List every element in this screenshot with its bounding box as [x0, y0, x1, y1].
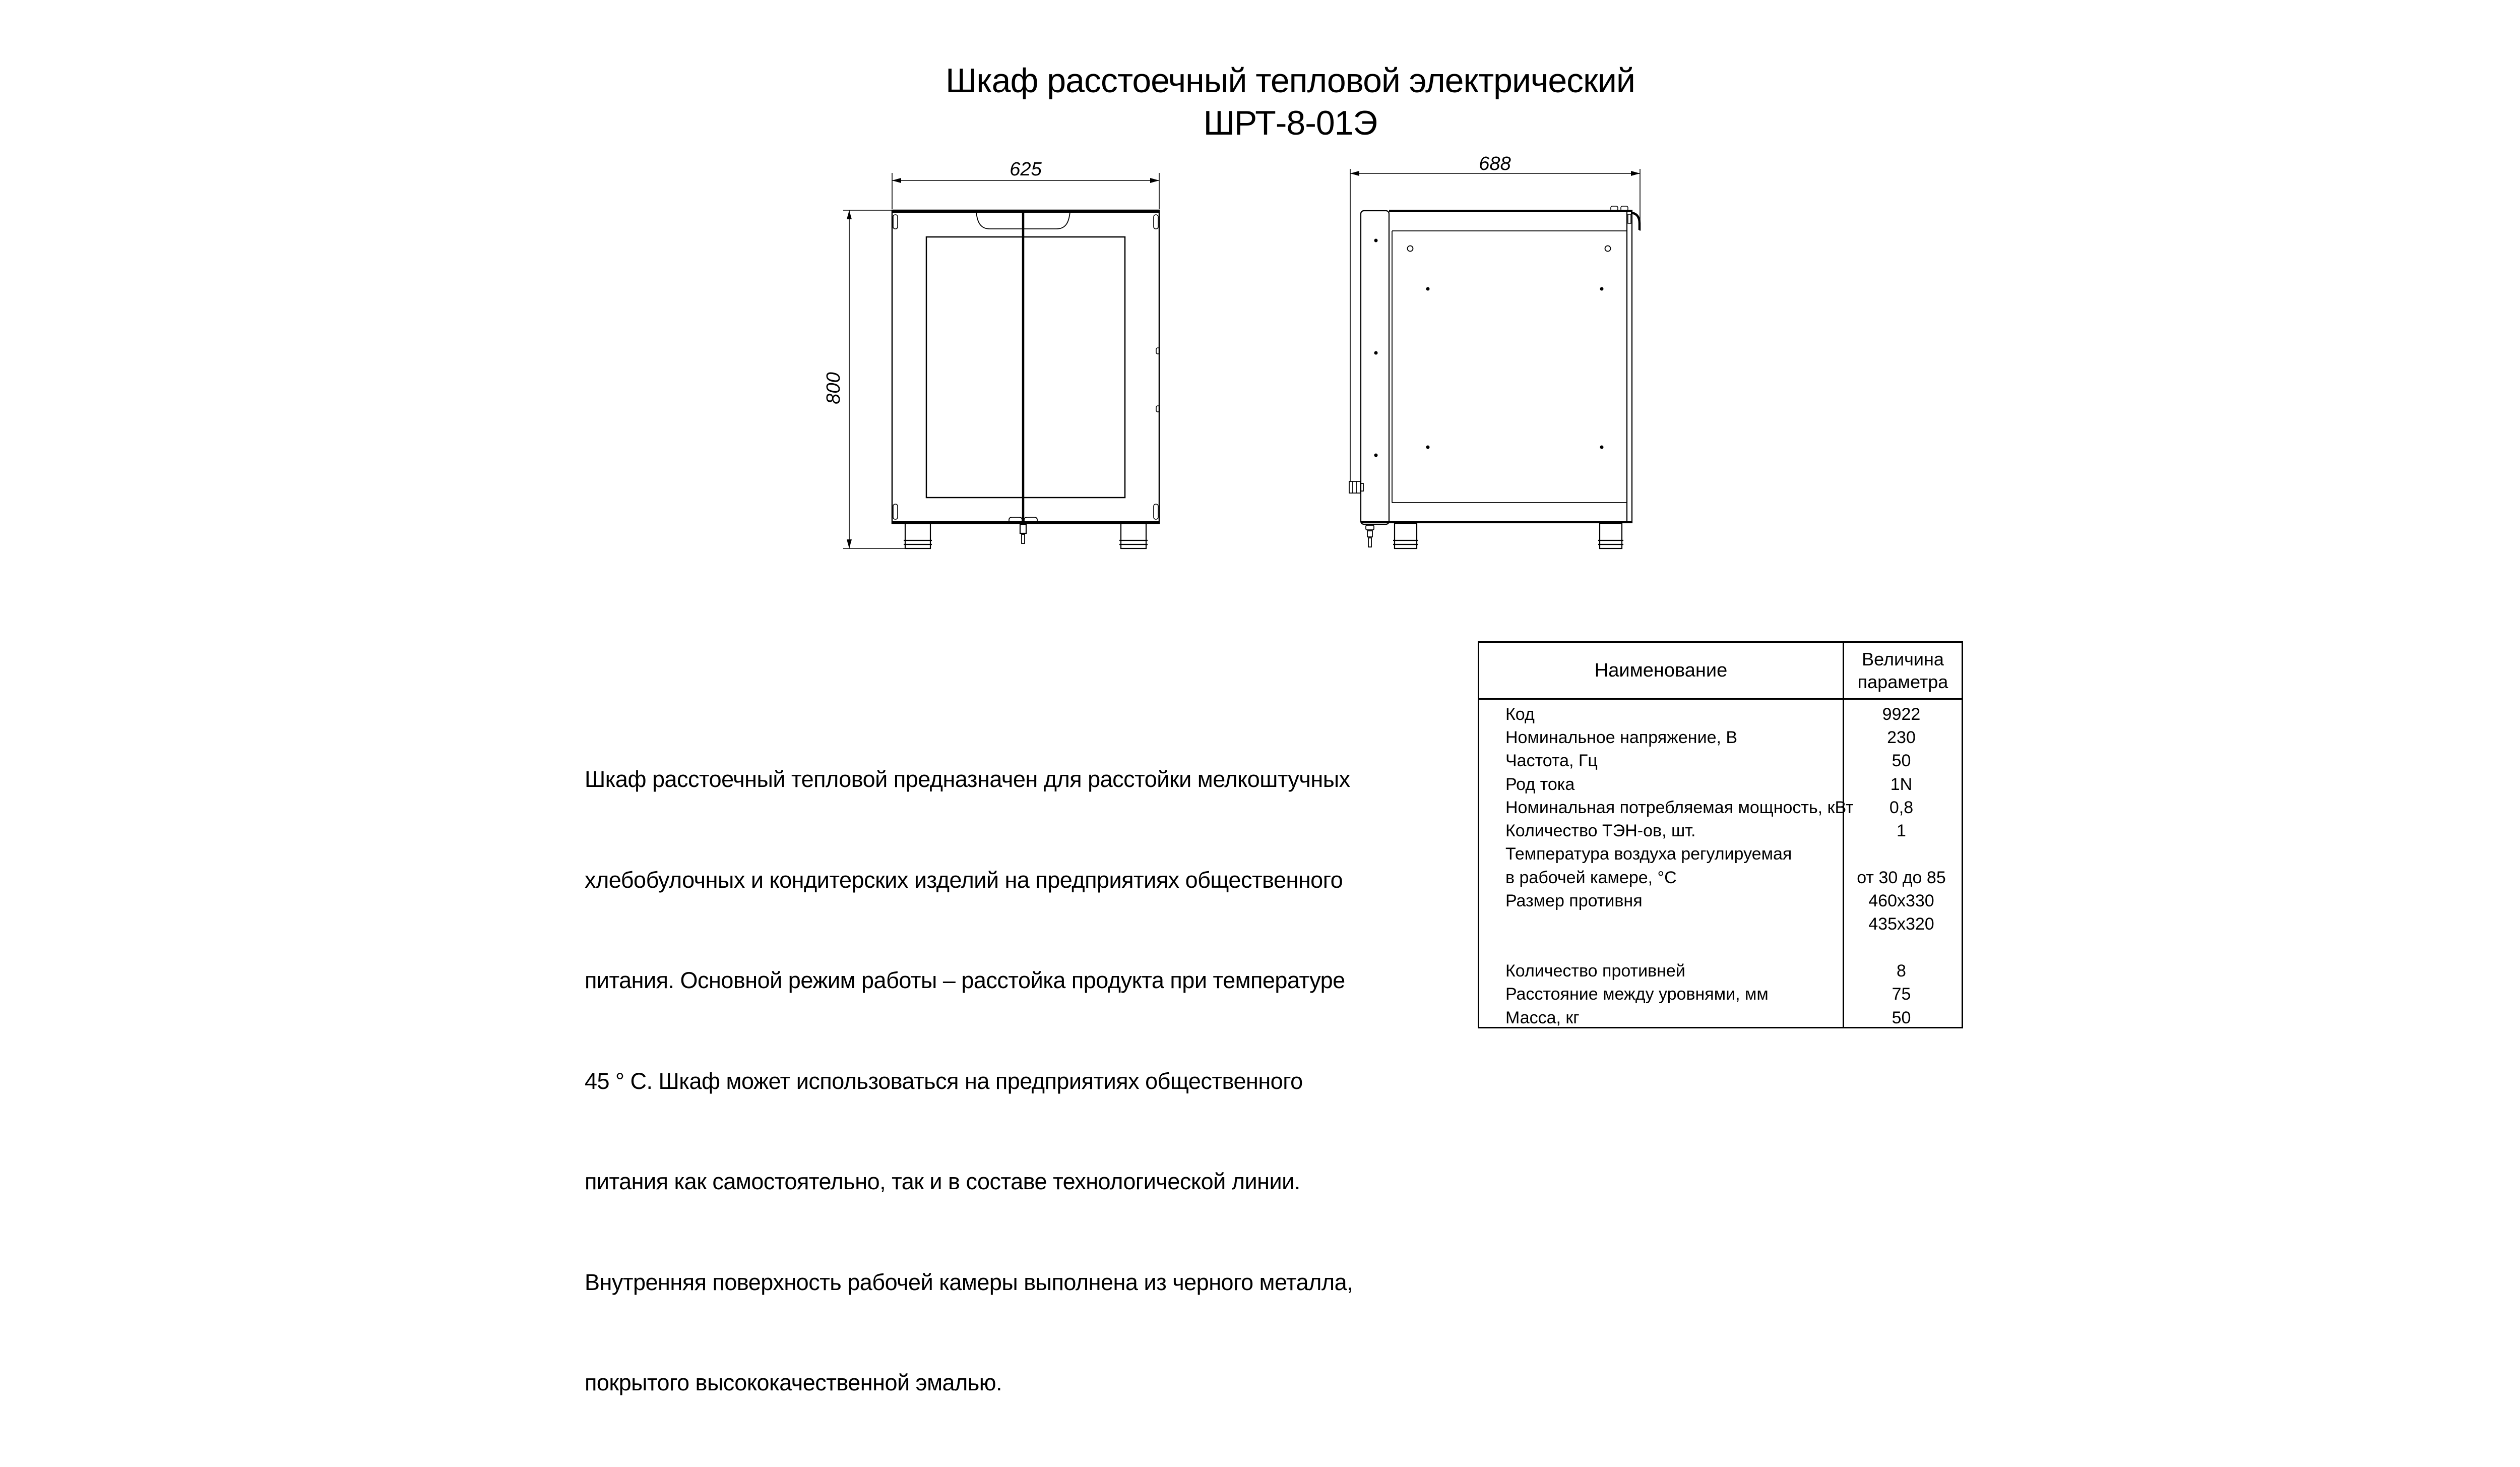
spec-table-header	[1479, 643, 1962, 698]
description-line: 45 ° С. Шкаф может использоваться на предприятиях общественного	[585, 1068, 1303, 1094]
spec-table-row	[1479, 913, 1962, 936]
front-door-glass	[926, 237, 1125, 498]
description-line: Шкаф расстоечный тепловой предназначен для расстойки мелкоштучных	[585, 766, 1350, 792]
spec-table-row	[1479, 889, 1962, 912]
side-panel-screws	[1408, 246, 1611, 449]
side-rear-post	[1361, 211, 1389, 524]
spec-row-value: 8	[1897, 961, 1906, 981]
side-depth-dim-label: 688	[1479, 153, 1511, 174]
front-width-dim-label: 625	[1010, 159, 1042, 180]
spec-table-row	[1479, 866, 1962, 889]
spec-row-label: Номинальная потребляемая мощность, кВт	[1505, 798, 1854, 817]
spec-row-value: 9922	[1882, 704, 1921, 724]
spec-table-row	[1479, 773, 1962, 796]
spec-row-value: 230	[1887, 727, 1916, 747]
spec-row-value: 50	[1892, 1008, 1911, 1027]
spec-table-row	[1479, 1006, 1962, 1029]
spec-row-label: Расстояние между уровнями, мм	[1505, 985, 1769, 1004]
spec-table-row	[1479, 819, 1962, 842]
spec-table-row	[1479, 936, 1962, 959]
spec-header-value-line2: параметра	[1857, 671, 1948, 692]
spec-row-label: Масса, кг	[1505, 1008, 1580, 1027]
side-body-outline	[1361, 210, 1632, 523]
spec-row-label: Количество противней	[1505, 961, 1685, 981]
spec-header-name: Наименование	[1594, 659, 1728, 681]
title-line-1: Шкаф расстоечный тепловой электрический	[946, 62, 1635, 100]
spec-row-value: 435х320	[1868, 914, 1934, 934]
front-view-drawing	[822, 146, 1194, 575]
side-view-drawing	[1326, 146, 1698, 575]
side-feet	[1393, 523, 1623, 548]
front-hinges	[893, 215, 1160, 519]
description-line: покрытого высококачественной эмалью.	[585, 1370, 1002, 1395]
spec-table-row	[1479, 959, 1962, 983]
spec-row-value: от 30 до 85	[1857, 868, 1946, 887]
product-description	[585, 696, 1353, 1467]
spec-header-value	[1844, 643, 1962, 698]
spec-table	[1478, 641, 1963, 1028]
spec-row-value: 1	[1897, 821, 1906, 841]
spec-table-row	[1479, 726, 1962, 749]
spec-row-label: Номинальное напряжение, В	[1505, 727, 1738, 747]
spec-table-row	[1479, 843, 1962, 866]
description-line: Внутренняя поверхность рабочей камеры выполнена из черного металла,	[585, 1269, 1353, 1295]
spec-row-label: Размер противня	[1505, 891, 1643, 911]
front-width-dimension	[892, 159, 1159, 209]
spec-row-value: 460х330	[1868, 891, 1934, 911]
description-line: питания. Основной режим работы – расстойка продукта при температуре	[585, 967, 1345, 993]
side-depth-dimension	[1350, 153, 1640, 481]
page-title	[837, 59, 1744, 144]
spec-table-row	[1479, 796, 1962, 819]
spec-row-label: Количество ТЭН-ов, шт.	[1505, 821, 1696, 841]
side-cable-gland	[1366, 525, 1374, 547]
spec-table-row	[1479, 703, 1962, 726]
front-cabinet-outline	[892, 210, 1159, 523]
spec-table-row	[1479, 750, 1962, 773]
spec-row-value: 1N	[1890, 774, 1913, 794]
front-height-dimension	[823, 210, 907, 548]
spec-row-value: 0,8	[1889, 798, 1914, 817]
spec-header-value-line1: Величина	[1862, 649, 1944, 669]
spec-row-value: 75	[1892, 985, 1911, 1004]
spec-table-row	[1479, 983, 1962, 1006]
description-line: питания как самостоятельно, так и в составе технологической линии.	[585, 1169, 1300, 1194]
front-height-dim-label: 800	[823, 372, 844, 404]
side-door-handle	[1628, 213, 1640, 230]
spec-row-value: 50	[1892, 751, 1911, 771]
spec-row-label: в рабочей камере, °С	[1505, 868, 1677, 887]
spec-row-label: Код	[1505, 704, 1535, 724]
spec-row-label: Род тока	[1505, 774, 1575, 794]
spec-row-label: Температура воздуха регулируемая	[1505, 844, 1792, 864]
spec-table-body	[1479, 700, 1962, 1029]
title-line-2: ШРТ-8-01Э	[1203, 104, 1377, 142]
description-line: хлебобулочных и кондитерских изделий на предприятиях общественного	[585, 867, 1343, 893]
spec-row-label: Частота, Гц	[1505, 751, 1598, 771]
